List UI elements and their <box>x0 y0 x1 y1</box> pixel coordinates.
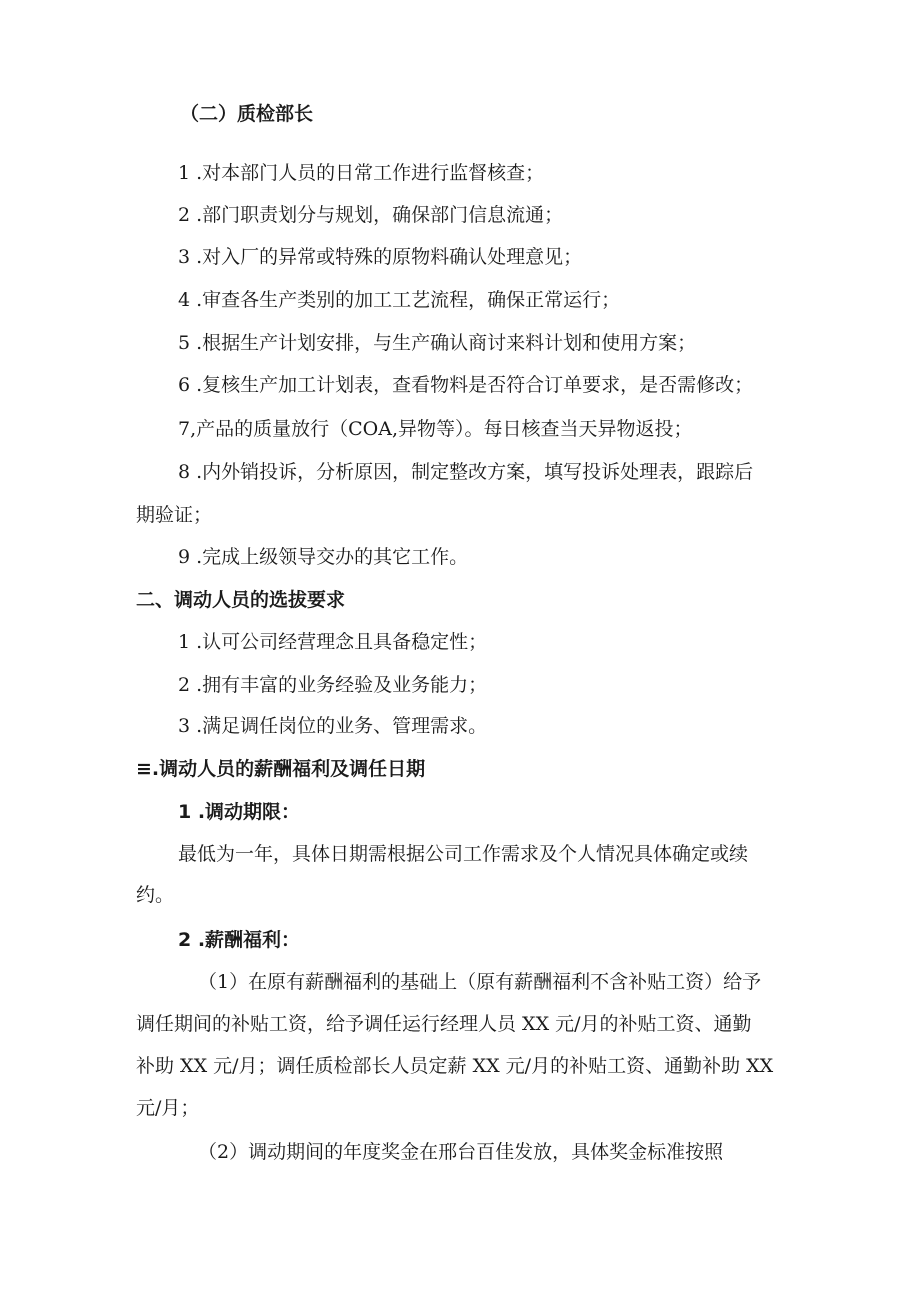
qc-duty-7: 7,产品的质量放行（COA,异物等）。每日核查当天异物返投； <box>178 418 693 440</box>
term-heading: 1 .调动期限： <box>178 801 301 823</box>
salary-para1-line-4: 元/月； <box>136 1097 200 1119</box>
term-text-line-2: 约。 <box>136 884 175 906</box>
salary-para1-line-1: （1）在原有薪酬福利的基础上（原有薪酬福利不含补贴工资）给予 <box>198 971 762 993</box>
salary-para1-line-2: 调任期间的补贴工资，给予调任运行经理人员 XX 元/月的补贴工资、通勤 <box>136 1013 752 1035</box>
selection-requirement-1: 1 .认可公司经营理念且具备稳定性； <box>178 631 488 653</box>
qc-duty-6: 6 .复核生产加工计划表，查看物料是否符合订单要求，是否需修改； <box>178 374 754 396</box>
selection-requirement-3: 3 .满足调任岗位的业务、管理需求。 <box>178 715 488 737</box>
qc-duty-9: 9 .完成上级领导交办的其它工作。 <box>178 546 469 568</box>
salary-heading: 2 .薪酬福利： <box>178 929 301 951</box>
qc-duty-8: 8 .内外销投诉，分析原因，制定整改方案，填写投诉处理表，跟踪后 <box>178 461 754 483</box>
salary-para1-line-3: 补助 XX 元/月；调任质检部长人员定薪 XX 元/月的补贴工资、通勤补助 XX <box>136 1055 774 1077</box>
qc-duty-3: 3 .对入厂的异常或特殊的原物料确认处理意见； <box>178 246 583 268</box>
qc-duty-2: 2 .部门职责划分与规划，确保部门信息流通； <box>178 204 564 226</box>
section-heading-salary-and-date: ≡.调动人员的薪酬福利及调任日期 <box>136 758 426 780</box>
qc-duty-8-continued: 期验证； <box>136 504 213 526</box>
term-text-line-1: 最低为一年，具体日期需根据公司工作需求及个人情况具体确定或续 <box>178 843 749 865</box>
selection-requirement-2: 2 .拥有丰富的业务经验及业务能力； <box>178 674 488 696</box>
section-heading-selection: 二、调动人员的选拔要求 <box>136 589 346 611</box>
qc-duty-4: 4 .审查各生产类别的加工工艺流程，确保正常运行； <box>178 289 621 311</box>
salary-para2-line-1: （2）调动期间的年度奖金在邢台百佳发放，具体奖金标准按照 <box>198 1141 724 1163</box>
qc-duty-1: 1 .对本部门人员的日常工作进行监督核查； <box>178 162 545 184</box>
sub-heading-qc-manager: （二）质检部长 <box>180 103 314 125</box>
qc-duty-5: 5 .根据生产计划安排，与生产确认商讨来料计划和使用方案； <box>178 332 697 354</box>
